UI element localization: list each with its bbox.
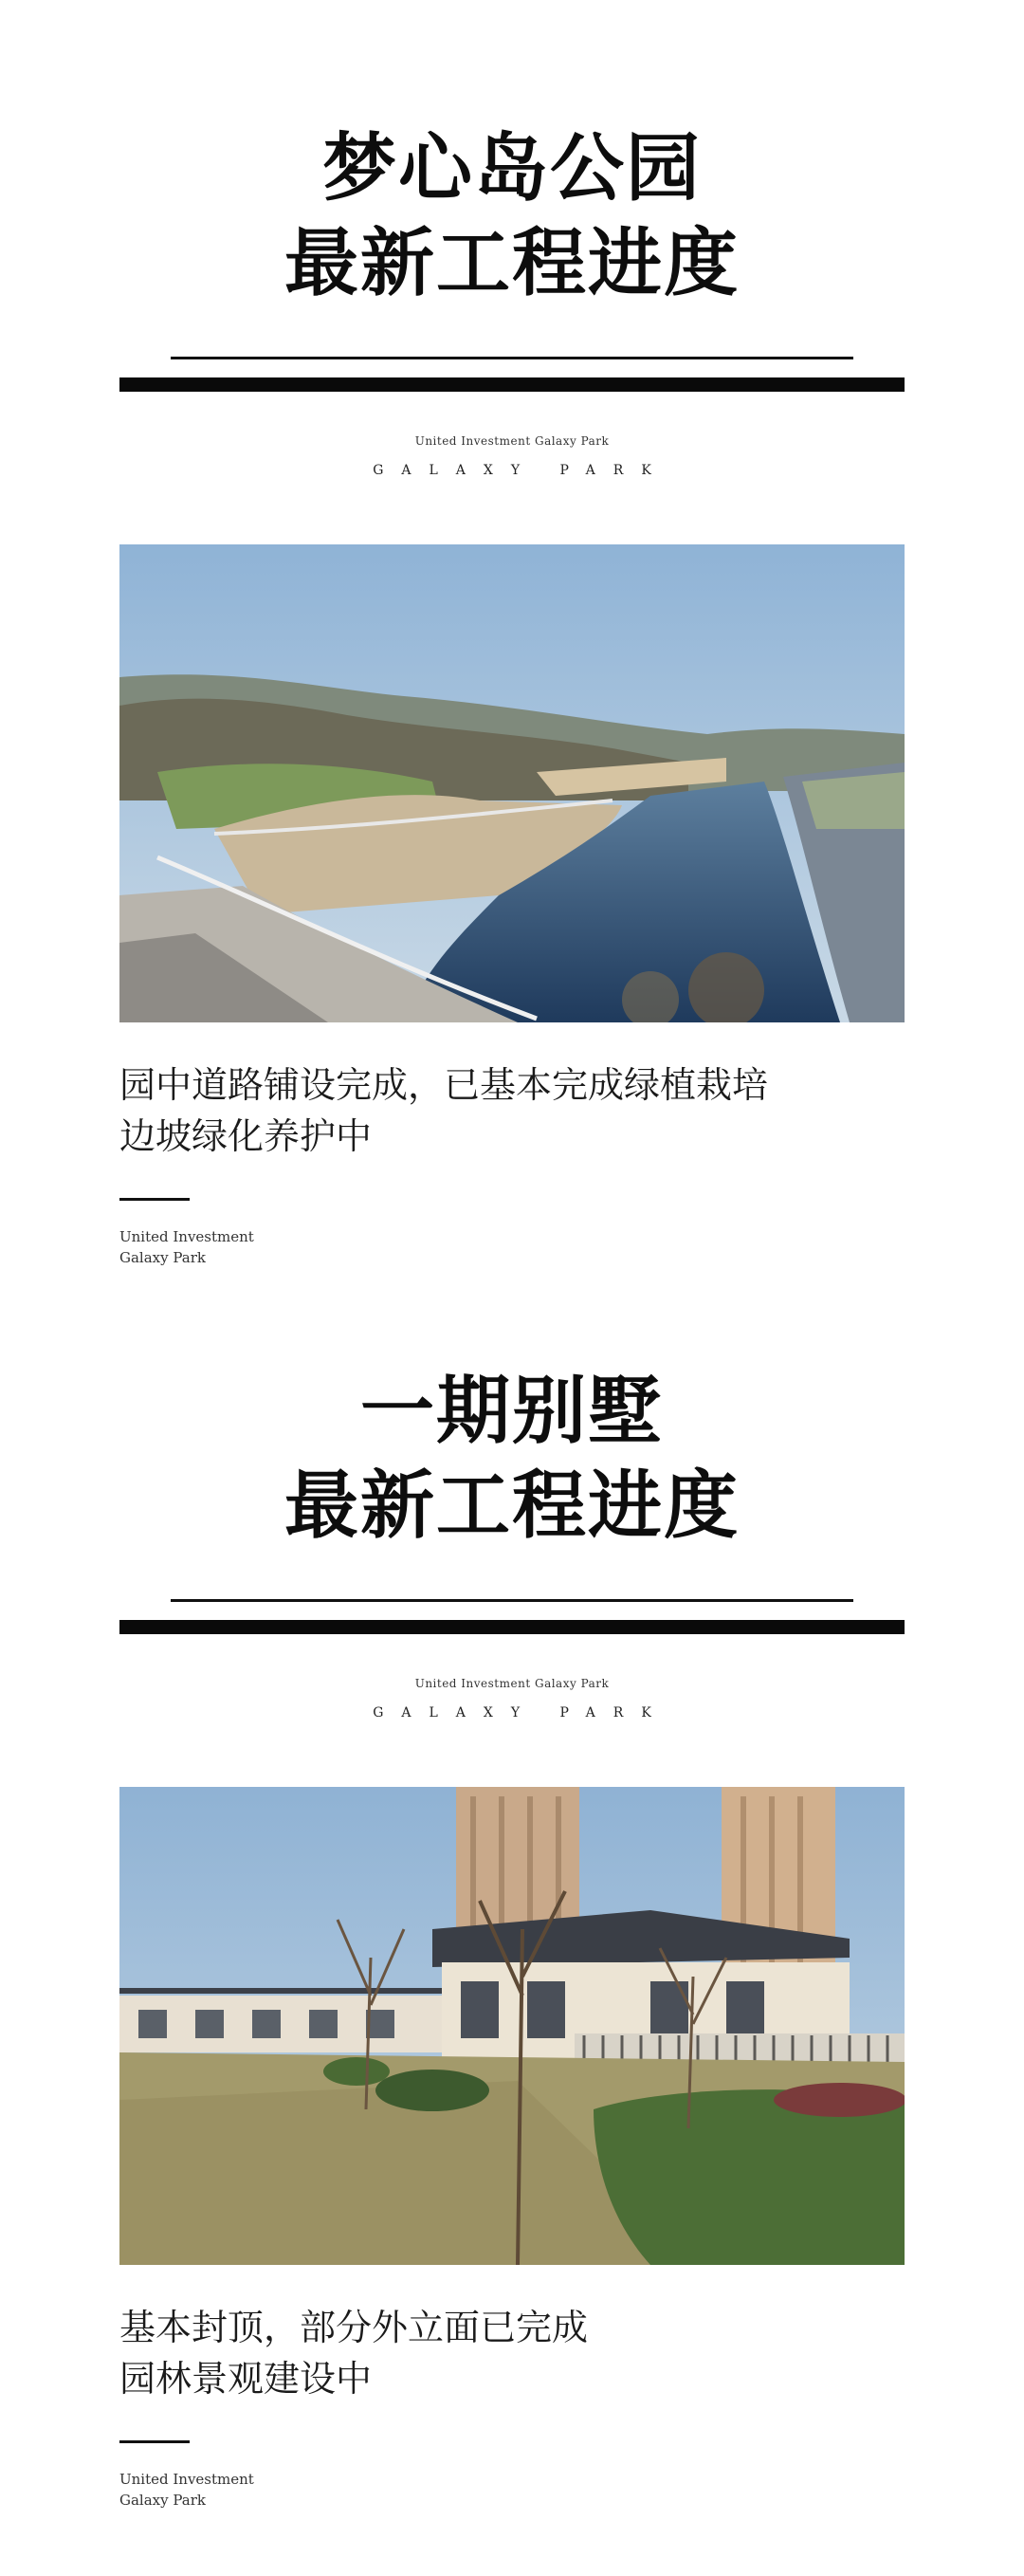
progress-caption-line1: 基本封顶，部分外立面已完成 [119, 2307, 589, 2348]
villa-construction-photo [119, 1787, 905, 2265]
footer-brand-line2: Galaxy Park [119, 1249, 206, 1266]
brand-tagline: United Investment Galaxy Park [414, 1677, 610, 1690]
brand-wordmark: GALAXY PARK [373, 463, 669, 478]
progress-caption-line2: 园林景观建设中 [119, 2358, 373, 2400]
footer-brand-line2: Galaxy Park [119, 2492, 206, 2509]
thin-divider [171, 1599, 853, 1602]
footer-brand-line1: United Investment [119, 2471, 254, 2488]
brand-tagline: United Investment Galaxy Park [414, 434, 610, 448]
progress-caption-line1: 园中道路铺设完成，已基本完成绿植栽培 [119, 1064, 769, 1106]
section-title-line2: 最新工程进度 [283, 221, 740, 306]
short-divider [119, 2440, 190, 2443]
brand-wordmark: GALAXY PARK [373, 1705, 669, 1720]
progress-caption-line2: 边坡绿化养护中 [119, 1115, 373, 1157]
thick-divider [119, 377, 905, 392]
short-divider [119, 1198, 190, 1201]
section-title-line1: 一期别墅 [359, 1369, 664, 1454]
section-title-line2: 最新工程进度 [283, 1463, 740, 1549]
section-title-line1: 梦心岛公园 [321, 126, 702, 212]
thin-divider [171, 357, 853, 359]
thick-divider [119, 1620, 905, 1634]
footer-brand-line1: United Investment [119, 1228, 254, 1245]
park-canal-photo [119, 544, 905, 1022]
